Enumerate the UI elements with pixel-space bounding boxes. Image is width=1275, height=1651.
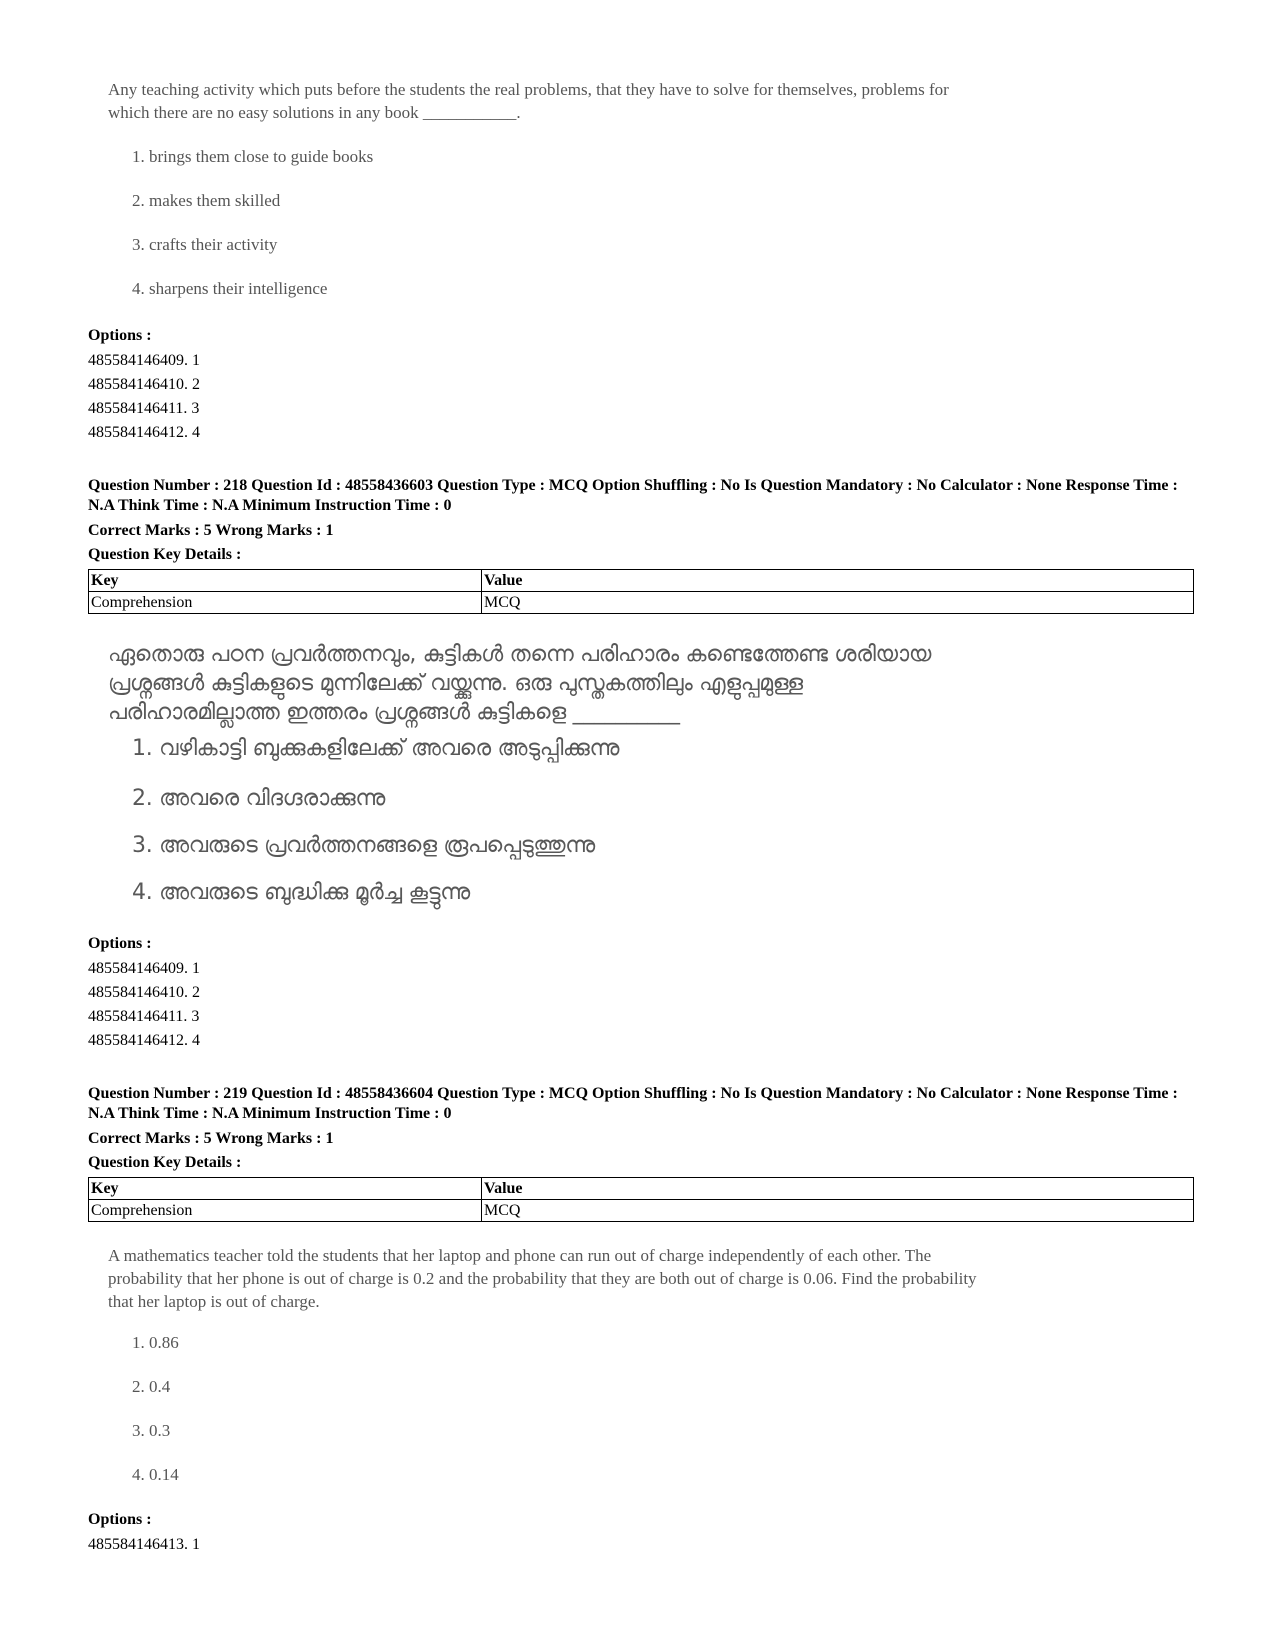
key-table-219 [88, 1177, 1194, 1222]
options-heading: Options : [88, 935, 152, 952]
question-meta-219: Question Number : 219 Question Id : 48558436604 Question Type : MCQ Option Shuffling : No Is Question Mandatory : No Calculator : None Response Time : N.A Think Time : N.A Minimum Instruction Time : 0 [88, 1085, 1178, 1122]
option-id: 485584146409. 1 [88, 352, 200, 369]
choice-219-3: 3. 0.3 [132, 1421, 171, 1440]
key-header: Key [89, 570, 482, 592]
value-cell: MCQ [482, 1200, 1194, 1222]
key-details-heading-218: Question Key Details : [88, 546, 242, 563]
choice-218-3: 3. അവരുടെ പ്രവർത്തനങ്ങളെ രൂപപ്പെടുത്തുന്നു [132, 833, 595, 858]
choice-218-4: 4. അവരുടെ ബുദ്ധിക്കു മൂർച്ച കൂട്ടുന്നു [132, 880, 470, 905]
marks-218: Correct Marks : 5 Wrong Marks : 1 [88, 522, 334, 539]
question-meta-218: Question Number : 218 Question Id : 48558436603 Question Type : MCQ Option Shuffling : No Is Question Mandatory : No Calculator : None Response Time : N.A Think Time : N.A Minimum Instruction Time : 0 [88, 477, 1178, 514]
value-header: Value [482, 570, 1194, 592]
choice-219-4: 4. 0.14 [132, 1465, 179, 1484]
question-text-219: A mathematics teacher told the students that her laptop and phone can run out of charge independently of each other. The probability that her phone is out of charge is 0.2 and the probability that they are both out of charge is 0.06. Find the probability that her laptop is out of charge. [108, 1246, 977, 1311]
key-cell: Comprehension [89, 592, 482, 614]
value-header: Value [482, 1178, 1194, 1200]
options-heading: Options : [88, 1511, 152, 1528]
choice-217-3: 3. crafts their activity [132, 235, 278, 254]
key-header: Key [89, 1178, 482, 1200]
marks-219: Correct Marks : 5 Wrong Marks : 1 [88, 1130, 334, 1147]
choice-218-1: 1. വഴികാട്ടി ബുക്കുകളിലേക്ക് അവരെ അടുപ്പിക്കുന്നു [132, 736, 620, 761]
key-details-heading-219: Question Key Details : [88, 1154, 242, 1171]
choice-219-2: 2. 0.4 [132, 1377, 171, 1396]
question-text-218-ml: ഏതൊരു പഠന പ്രവർത്തനവും, കുട്ടികൾ തന്നെ പരിഹാരം കണ്ടെത്തേണ്ട ശരിയായ പ്രശ്നങ്ങൾ കുട്ടികളുടെ മുന്നിലേക്ക് വയ്ക്കുന്നു. ഒരു പുസ്തകത്തിലും എളുപ്പമുള്ള പരിഹാരമില്ലാത്ത ഇത്തരം പ്രശ്നങ്ങൾ കുട്ടികളെ __________ [108, 642, 932, 725]
value-cell: MCQ [482, 592, 1194, 614]
option-id: 485584146411. 3 [88, 1008, 200, 1025]
option-id: 485584146410. 2 [88, 376, 200, 393]
options-list [88, 349, 200, 445]
option-id: 485584146412. 4 [88, 1032, 200, 1049]
choice-217-1: 1. brings them close to guide books [132, 147, 374, 166]
options-list [88, 1533, 200, 1557]
option-id: 485584146409. 1 [88, 960, 200, 977]
options-heading: Options : [88, 327, 152, 344]
question-text-217: Any teaching activity which puts before the students the real problems, that they have to solve for themselves, problems for which there are no easy solutions in any book ___________. [108, 80, 949, 122]
option-id: 485584146410. 2 [88, 984, 200, 1001]
choice-217-2: 2. makes them skilled [132, 191, 281, 210]
key-cell: Comprehension [89, 1200, 482, 1222]
key-table-218 [88, 569, 1194, 614]
option-id: 485584146411. 3 [88, 400, 200, 417]
option-id: 485584146412. 4 [88, 424, 200, 441]
choice-217-4: 4. sharpens their intelligence [132, 279, 328, 298]
choice-218-2: 2. അവരെ വിദഗ്ദരാക്കുന്നു [132, 786, 386, 811]
options-list [88, 957, 200, 1053]
option-id: 485584146413. 1 [88, 1536, 200, 1553]
choice-219-1: 1. 0.86 [132, 1333, 179, 1352]
